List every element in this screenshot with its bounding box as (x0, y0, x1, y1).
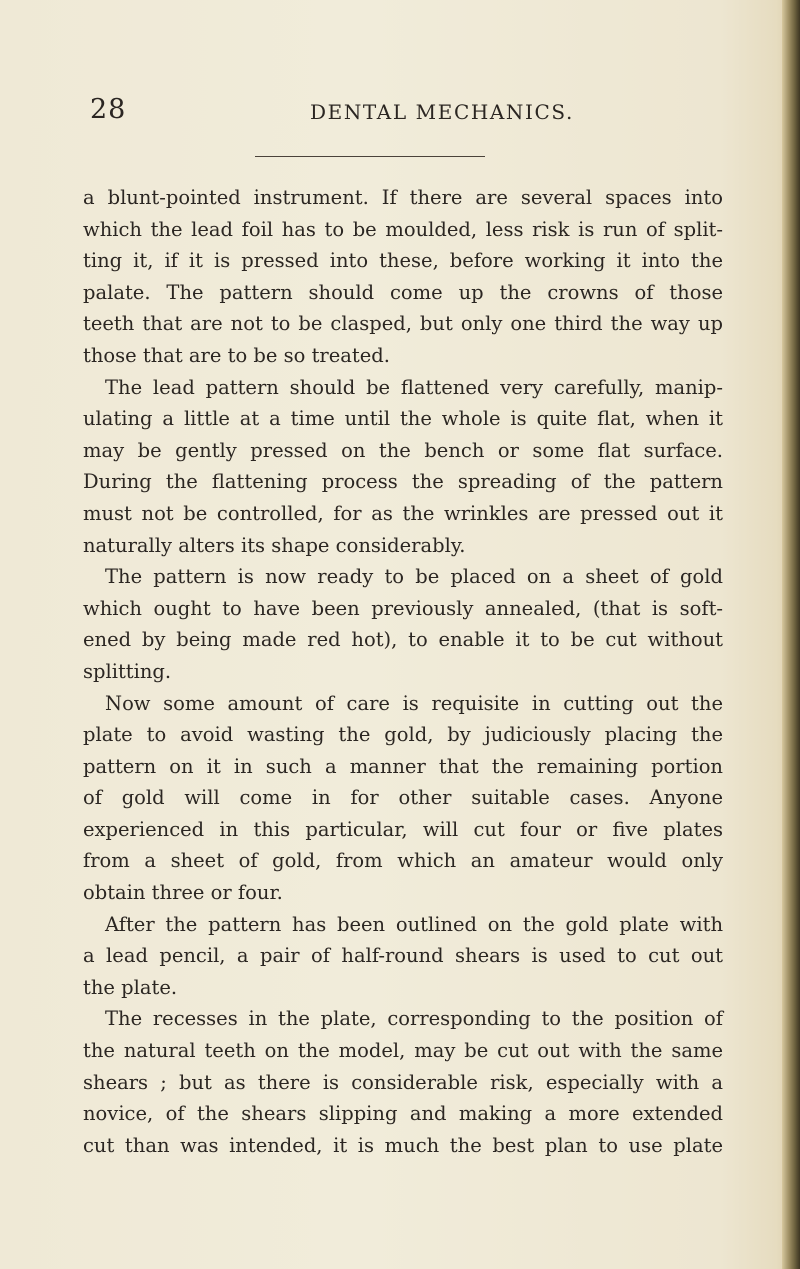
text-line: pattern on it in such a manner that the remaining portion (83, 754, 723, 778)
text-line: novice, of the shears slipping and making a more extended (83, 1102, 723, 1126)
text-line: which the lead foil has to be moulded, less risk is run of split- (83, 217, 723, 241)
running-head: DENTAL MECHANICS. (310, 100, 574, 124)
text-line: After the pattern has been outlined on the gold plate with (105, 912, 723, 936)
text-line: The lead pattern should be flattened very carefully, manip- (105, 375, 723, 399)
page-number: 28 (90, 94, 127, 125)
text-line: teeth that are not to be clasped, but only one third the way up (83, 312, 723, 336)
text-line: a blunt-pointed instrument. If there are several spaces into (83, 186, 723, 209)
text-line: must not be controlled, for as the wrinkles are pressed out it (83, 501, 723, 525)
text-line: cut than was intended, it is much the best plan to use plate (83, 1133, 723, 1157)
text-line: The pattern is now ready to be placed on a sheet of gold (105, 565, 723, 589)
text-line: During the flattening process the spreading of the pattern (83, 470, 723, 494)
text-line: may be gently pressed on the bench or some flat surface. (83, 438, 723, 462)
page-edge-shadow (782, 0, 800, 1269)
text-line: shears ; but as there is considerable risk, especially with a (83, 1070, 723, 1094)
text-line: ting it, if it is pressed into these, before working it into the (83, 249, 723, 273)
text-line: The recesses in the plate, corresponding to the position of (105, 1007, 723, 1031)
text-line: ened by being made red hot), to enable it to be cut without (83, 628, 723, 652)
text-line: plate to avoid wasting the gold, by judiciously placing the (83, 723, 723, 747)
text-line: Now some amount of care is requisite in cutting out the (105, 691, 723, 715)
text-line: those that are to be so treated. (83, 343, 390, 367)
text-line: which ought to have been previously annealed, (that is soft- (83, 596, 723, 620)
text-line: palate. The pattern should come up the crowns of those (83, 280, 723, 304)
text-line: experienced in this particular, will cut four or five plates (83, 817, 723, 841)
text-line: of gold will come in for other suitable cases. Anyone (83, 786, 723, 810)
body-text (83, 182, 723, 1161)
text-line: splitting. (83, 659, 172, 683)
text-line: a lead pencil, a pair of half-round shears is used to cut out (83, 944, 723, 968)
text-line: the plate. (83, 975, 178, 999)
text-line: ulating a little at a time until the whole is quite flat, when it (83, 407, 723, 431)
text-line: from a sheet of gold, from which an amateur would only (83, 849, 723, 873)
text-line: naturally alters its shape considerably. (83, 533, 466, 557)
text-line: obtain three or four. (83, 881, 283, 905)
text-line: the natural teeth on the model, may be cut out with the same (83, 1039, 723, 1063)
header-rule (255, 156, 485, 157)
